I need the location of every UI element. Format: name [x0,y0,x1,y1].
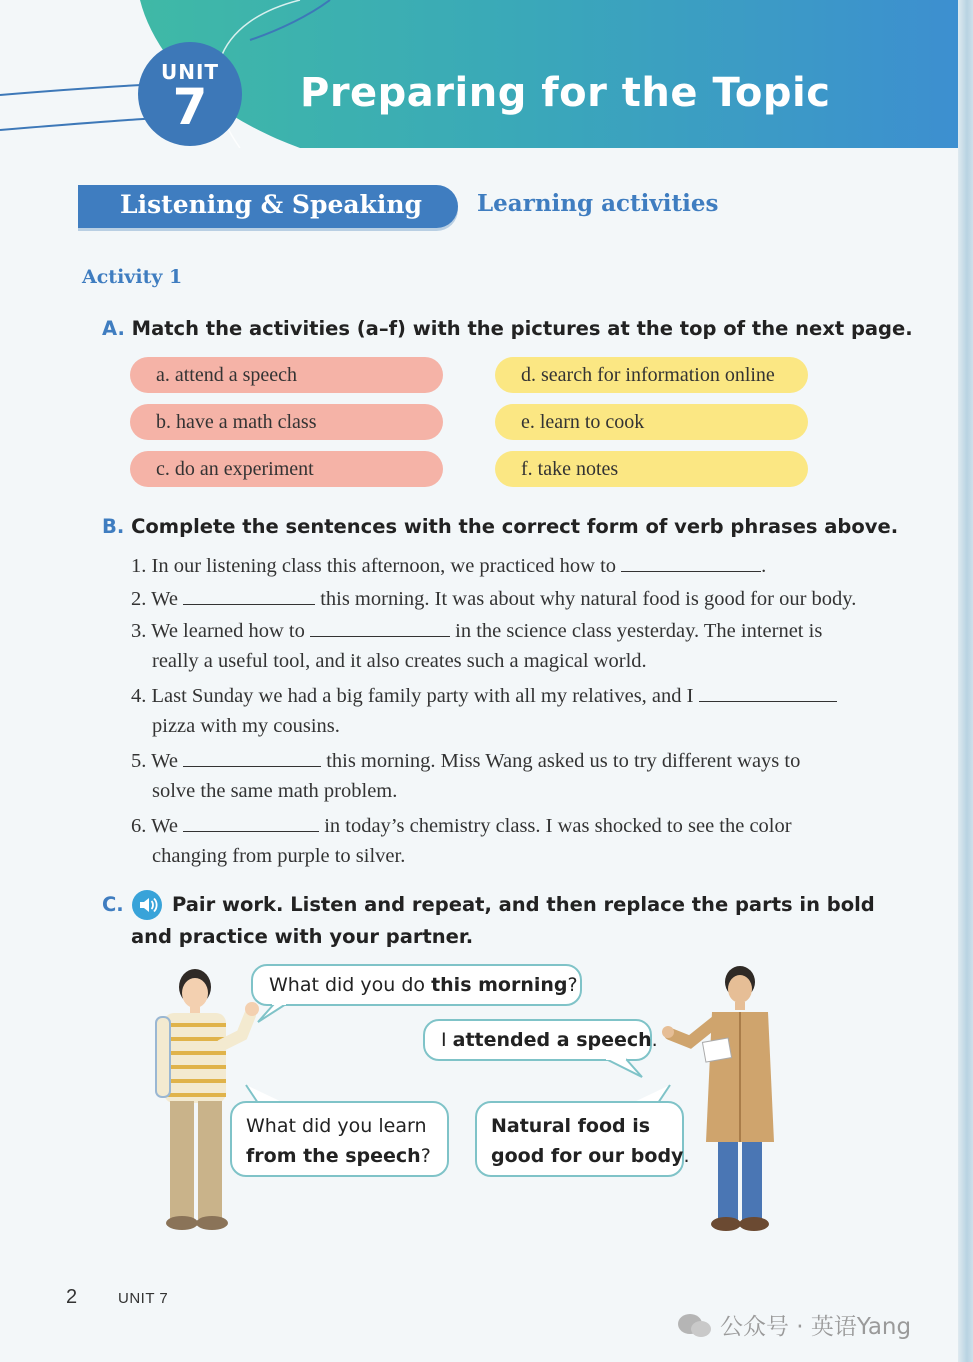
sentence-5-start: 5. We [131,750,178,772]
bubble-1-bold: this morning [431,974,568,996]
activity-option-d: d. search for information online [495,357,808,393]
speech-bubble-answer-2 [475,1101,690,1177]
answer-blank-5[interactable] [183,747,321,767]
sentence-4-continued: pizza with my cousins. [152,715,340,737]
speech-bubble-question-1 [251,964,582,1006]
unit-badge [138,42,242,146]
part-c-letter-text: C. [102,893,124,916]
activity-option-e: e. learn to cook [495,404,808,440]
bubble-2-tail [600,1057,646,1079]
unit-word: UNIT [160,60,220,84]
sentence-3-continued: really a useful tool, and it also creates such a magical world. [152,650,647,672]
sentence-6-end: in today’s chemistry class. I was shocked to see the color [324,815,792,837]
sentence-2-start: 2. We [131,588,178,610]
watermark: 公众号 · 英语Yang [720,1314,912,1340]
part-a-instruction [102,317,913,340]
wechat-icon [677,1312,713,1340]
part-c-instruction-line1: Pair work. Listen and repeat, and then replace the parts in bold [172,893,875,916]
man-speaker-illustration [660,962,780,1244]
sentence-3-start: 3. We learned how to [131,620,305,642]
section-tag [78,185,458,228]
bubble-4-bold-1: Natural food is [491,1115,651,1137]
section-tag-label: Listening & Speaking [120,190,423,219]
bubble-1-tail [252,1002,292,1024]
bubble-2-bold: attended a speech [452,1029,652,1051]
activity-option-f: f. take notes [495,451,808,487]
bubble-1-text: What did you do [269,974,432,996]
sentence-3-end: in the science class yesterday. The internet is [455,620,823,642]
part-a-text: Match the activities (a–f) with the pictures at the top of the next page. [131,317,913,340]
bubble-2-end: . [651,1029,658,1051]
sentence-6-continued: changing from purple to silver. [152,845,406,867]
bubble-1-end: ? [567,974,578,996]
part-b-text: Complete the sentences with the correct form of verb phrases above. [131,515,899,538]
bubble-4-line1 [491,1111,682,1141]
part-a-letter: A. [102,317,125,340]
page-edge-decoration [958,0,973,1362]
sentence-1-end: . [761,555,767,577]
answer-blank-2[interactable] [183,585,315,605]
sentence-5-end: this morning. Miss Wang asked us to try different ways to [326,750,801,772]
sentence-5-continued: solve the same math problem. [152,780,398,802]
answer-blank-4[interactable] [699,682,837,702]
sentence-6 [131,812,792,838]
sentence-2 [131,585,856,611]
bubble-4-bold-2: good for our body [491,1145,684,1167]
footer-unit-label: UNIT 7 [118,1290,169,1307]
bubble-3-line1: What did you learn [246,1115,427,1137]
part-c-instruction-line2: and practice with your partner. [131,925,474,948]
sentence-3 [131,617,822,643]
sentence-1 [131,552,766,578]
part-b-letter: B. [102,515,125,538]
part-c-letter [102,893,124,916]
unit-header [0,0,958,148]
bubble-3-end: ? [420,1145,431,1167]
activity-option-b: b. have a math class [130,404,443,440]
page-number: 2 [66,1286,78,1308]
sentence-2-end: this morning. It was about why natural food is good for our body. [320,588,857,610]
section-subtitle: Learning activities [477,190,719,217]
bubble-2-text: I [441,1029,453,1051]
activity-option-a: a. attend a speech [130,357,443,393]
sentence-6-start: 6. We [131,815,178,837]
answer-blank-1[interactable] [621,552,761,572]
sentence-1-text: 1. In our listening class this afternoon, we practiced how to [131,555,617,577]
page-title: Preparing for the Topic [300,70,831,116]
audio-speaker-icon[interactable] [132,890,162,920]
part-b-instruction [102,515,898,538]
activity-title: Activity 1 [82,266,183,288]
sentence-4-start: 4. Last Sunday we had a big family party with all my relatives, and I [131,685,694,707]
bubble-4-line2 [491,1141,690,1171]
speech-bubble-question-2 [230,1101,449,1177]
speech-bubble-answer-1 [423,1019,658,1061]
activity-option-c: c. do an experiment [130,451,443,487]
bubble-3-line2 [246,1141,447,1171]
answer-blank-3[interactable] [310,617,450,637]
answer-blank-6[interactable] [183,812,319,832]
sentence-5 [131,747,800,773]
sentence-4 [131,682,837,708]
unit-number: 7 [172,78,208,136]
bubble-4-end: . [683,1145,690,1167]
bubble-3-bold: from the speech [246,1145,421,1167]
